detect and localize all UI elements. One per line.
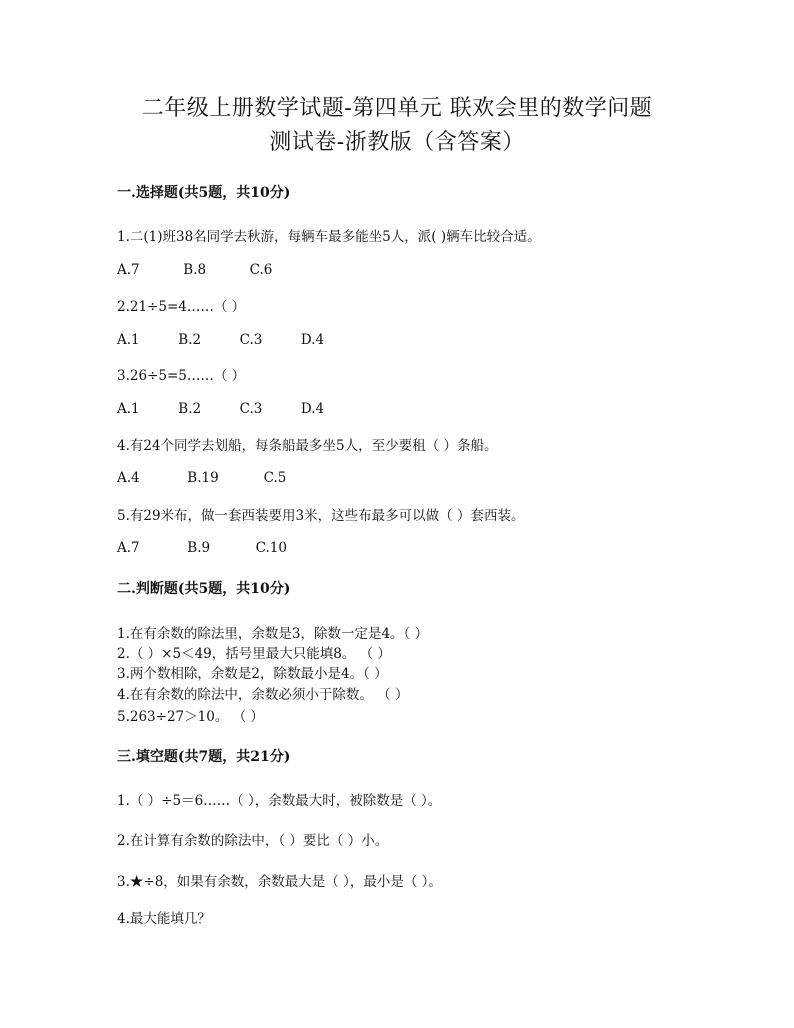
options-1-3 [117, 401, 324, 417]
option: D.4 [300, 332, 325, 348]
options-1-4 [117, 470, 286, 486]
options-1-2 [117, 332, 324, 348]
section1-heading: 一.选择题(共5题，共10分) [117, 185, 291, 201]
question-1-1: 1.二(1)班38名同学去秋游，每辆车最多能坐5人，派( )辆车比较合适。 [117, 229, 541, 245]
option: C.10 [255, 540, 287, 556]
option: C.5 [263, 470, 287, 486]
option: B.9 [187, 540, 211, 556]
option: A.1 [117, 401, 140, 417]
question-1-3: 3.26÷5=5……（ ） [117, 368, 246, 384]
option: B.2 [178, 332, 202, 348]
option: A.4 [117, 470, 140, 486]
judge-item-2: 2.（ ）×5＜49，括号里最大只能填8。 （ ） [117, 646, 391, 662]
option: C.6 [249, 262, 273, 278]
option: A.7 [117, 540, 140, 556]
options-1-5 [117, 540, 287, 556]
option: A.1 [117, 332, 140, 348]
fill-item-3: 3.★÷8，如果有余数，余数最大是（ ），最小是（ ）。 [117, 874, 442, 890]
option: A.7 [117, 262, 140, 278]
judge-item-1: 1.在有余数的除法里，余数是3，除数一定是4。（ ） [117, 626, 429, 642]
page-title-line1: 二年级上册数学试题-第四单元 联欢会里的数学问题 [141, 96, 653, 121]
judge-item-4: 4.在有余数的除法中，余数必须小于除数。 （ ） [117, 687, 409, 703]
section2-heading: 二.判断题(共5题，共10分) [117, 581, 291, 597]
page-title-line2: 测试卷-浙教版（含答案） [269, 130, 525, 155]
question-1-5: 5.有29米布，做一套西装要用3米，这些布最多可以做（ ）套西装。 [117, 508, 525, 524]
option: C.3 [239, 332, 263, 348]
judge-item-3: 3.两个数相除，余数是2，除数最小是4。（ ） [117, 666, 388, 682]
option: C.3 [239, 401, 263, 417]
option: B.19 [187, 470, 219, 486]
fill-item-4: 4.最大能填几？ [117, 911, 211, 927]
question-1-4: 4.有24个同学去划船，每条船最多坐5人，至少要租（ ）条船。 [117, 438, 498, 454]
judge-item-5: 5.263÷27＞10。 （ ） [117, 709, 264, 725]
fill-item-1: 1.（ ）÷5＝6……（ ），余数最大时，被除数是（ ）。 [117, 793, 442, 809]
fill-item-2: 2.在计算有余数的除法中，（ ）要比（ ）小。 [117, 833, 389, 849]
question-1-2: 2.21÷5=4……（ ） [117, 299, 246, 315]
option: D.4 [300, 401, 325, 417]
section3-heading: 三.填空题(共7题，共21分) [117, 749, 291, 765]
option: B.8 [183, 262, 207, 278]
options-1-1 [117, 262, 272, 278]
option: B.2 [178, 401, 202, 417]
